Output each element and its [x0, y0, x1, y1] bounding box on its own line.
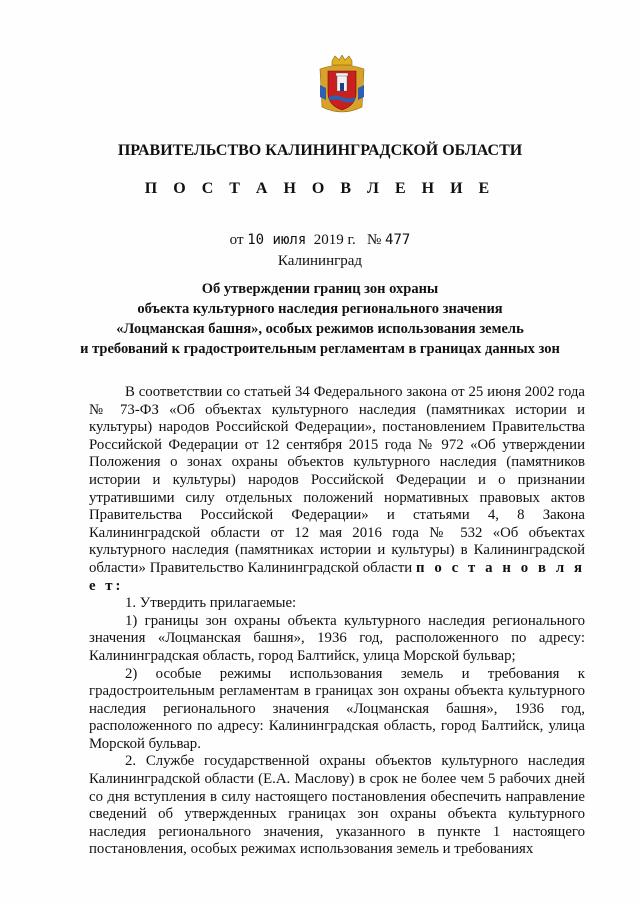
coat-of-arms-icon — [316, 55, 368, 117]
document-title — [0, 279, 640, 359]
paragraph-subitem-1: 1) границы зон охраны объекта культурного наследия регионального значения «Лоцманская башня», 1936 год, расположенного по адресу: Калининградская область, город Балтийск, улица Морской бульвар; — [89, 612, 585, 664]
document-body — [89, 384, 585, 859]
city: Калининград — [277, 253, 363, 269]
date-line — [0, 232, 640, 249]
title-line: и требований к градостроительным регламентам в границах данных зон — [80, 341, 560, 357]
government-name: ПРАВИТЕЛЬСТВО КАЛИНИНГРАДСКОЙ ОБЛАСТИ — [117, 142, 523, 159]
date-year: 2019 г. — [313, 232, 356, 248]
title-line: объекта культурного наследия регионального значения — [137, 301, 503, 317]
number-sign: № — [366, 232, 382, 248]
document-type: П О С Т А Н О В Л Е Н И Е — [144, 180, 496, 197]
title-line: «Лоцманская башня», особых режимов использования земель — [116, 321, 524, 337]
date-handwritten: 10 июля — [247, 232, 307, 248]
title-line: Об утверждении границ зон охраны — [201, 281, 439, 297]
paragraph-item-1: 1. Утвердить прилагаемые: — [125, 595, 297, 612]
preamble-text: В соответствии со статьей 34 Федерального закона от 25 июня 2002 года № 73-ФЗ «Об объектах культурного наследия (памятниках истории и культуры) народов Российской Федерации», постановлением Правительства Российской Федерации от 12 сентября 2015 года № 972 «Об утверждении Положения о зонах охраны объектов культурного наследия (памятников истории и культуры) народов Российской Федерации и о признании утратившими силу отдельных положений нормативных правовых актов Правительства Российской Федерации» и статьями 4, 8 Закона Калининградской области от 12 мая 2016 года № 532 «Об объектах культурного наследия (памятниках истории и культуры) в Калининградской области» Правительство Калининградской области — [89, 384, 585, 576]
paragraph-item-2: 2. Службе государственной охраны объектов культурного наследия Калининградской области (Е.А. Маслову) в срок не более чем 5 рабочих дней со дня вступления в силу настоящего постановления обеспечить направление сведений об утвержденных границах зон охраны объекта культурного наследия регионального значения, указанного в пункте 1 настоящего постановления, особых режимах использования земель и требованиях — [89, 753, 585, 858]
paragraph-subitem-2: 2) особые режимы использования земель и требования к градостроительным регламентам в границах зон охраны объекта культурного наследия регионального значения «Лоцманская башня», 1936 год, расположенного по адресу: Калининградская область, город Балтийск, улица Морской бульвар. — [89, 665, 585, 752]
number-handwritten: 477 — [385, 232, 411, 248]
paragraph-preamble — [89, 384, 585, 595]
date-prefix: от — [229, 232, 244, 248]
resolves-word: п о с т а н о в л я е т: — [89, 559, 585, 594]
